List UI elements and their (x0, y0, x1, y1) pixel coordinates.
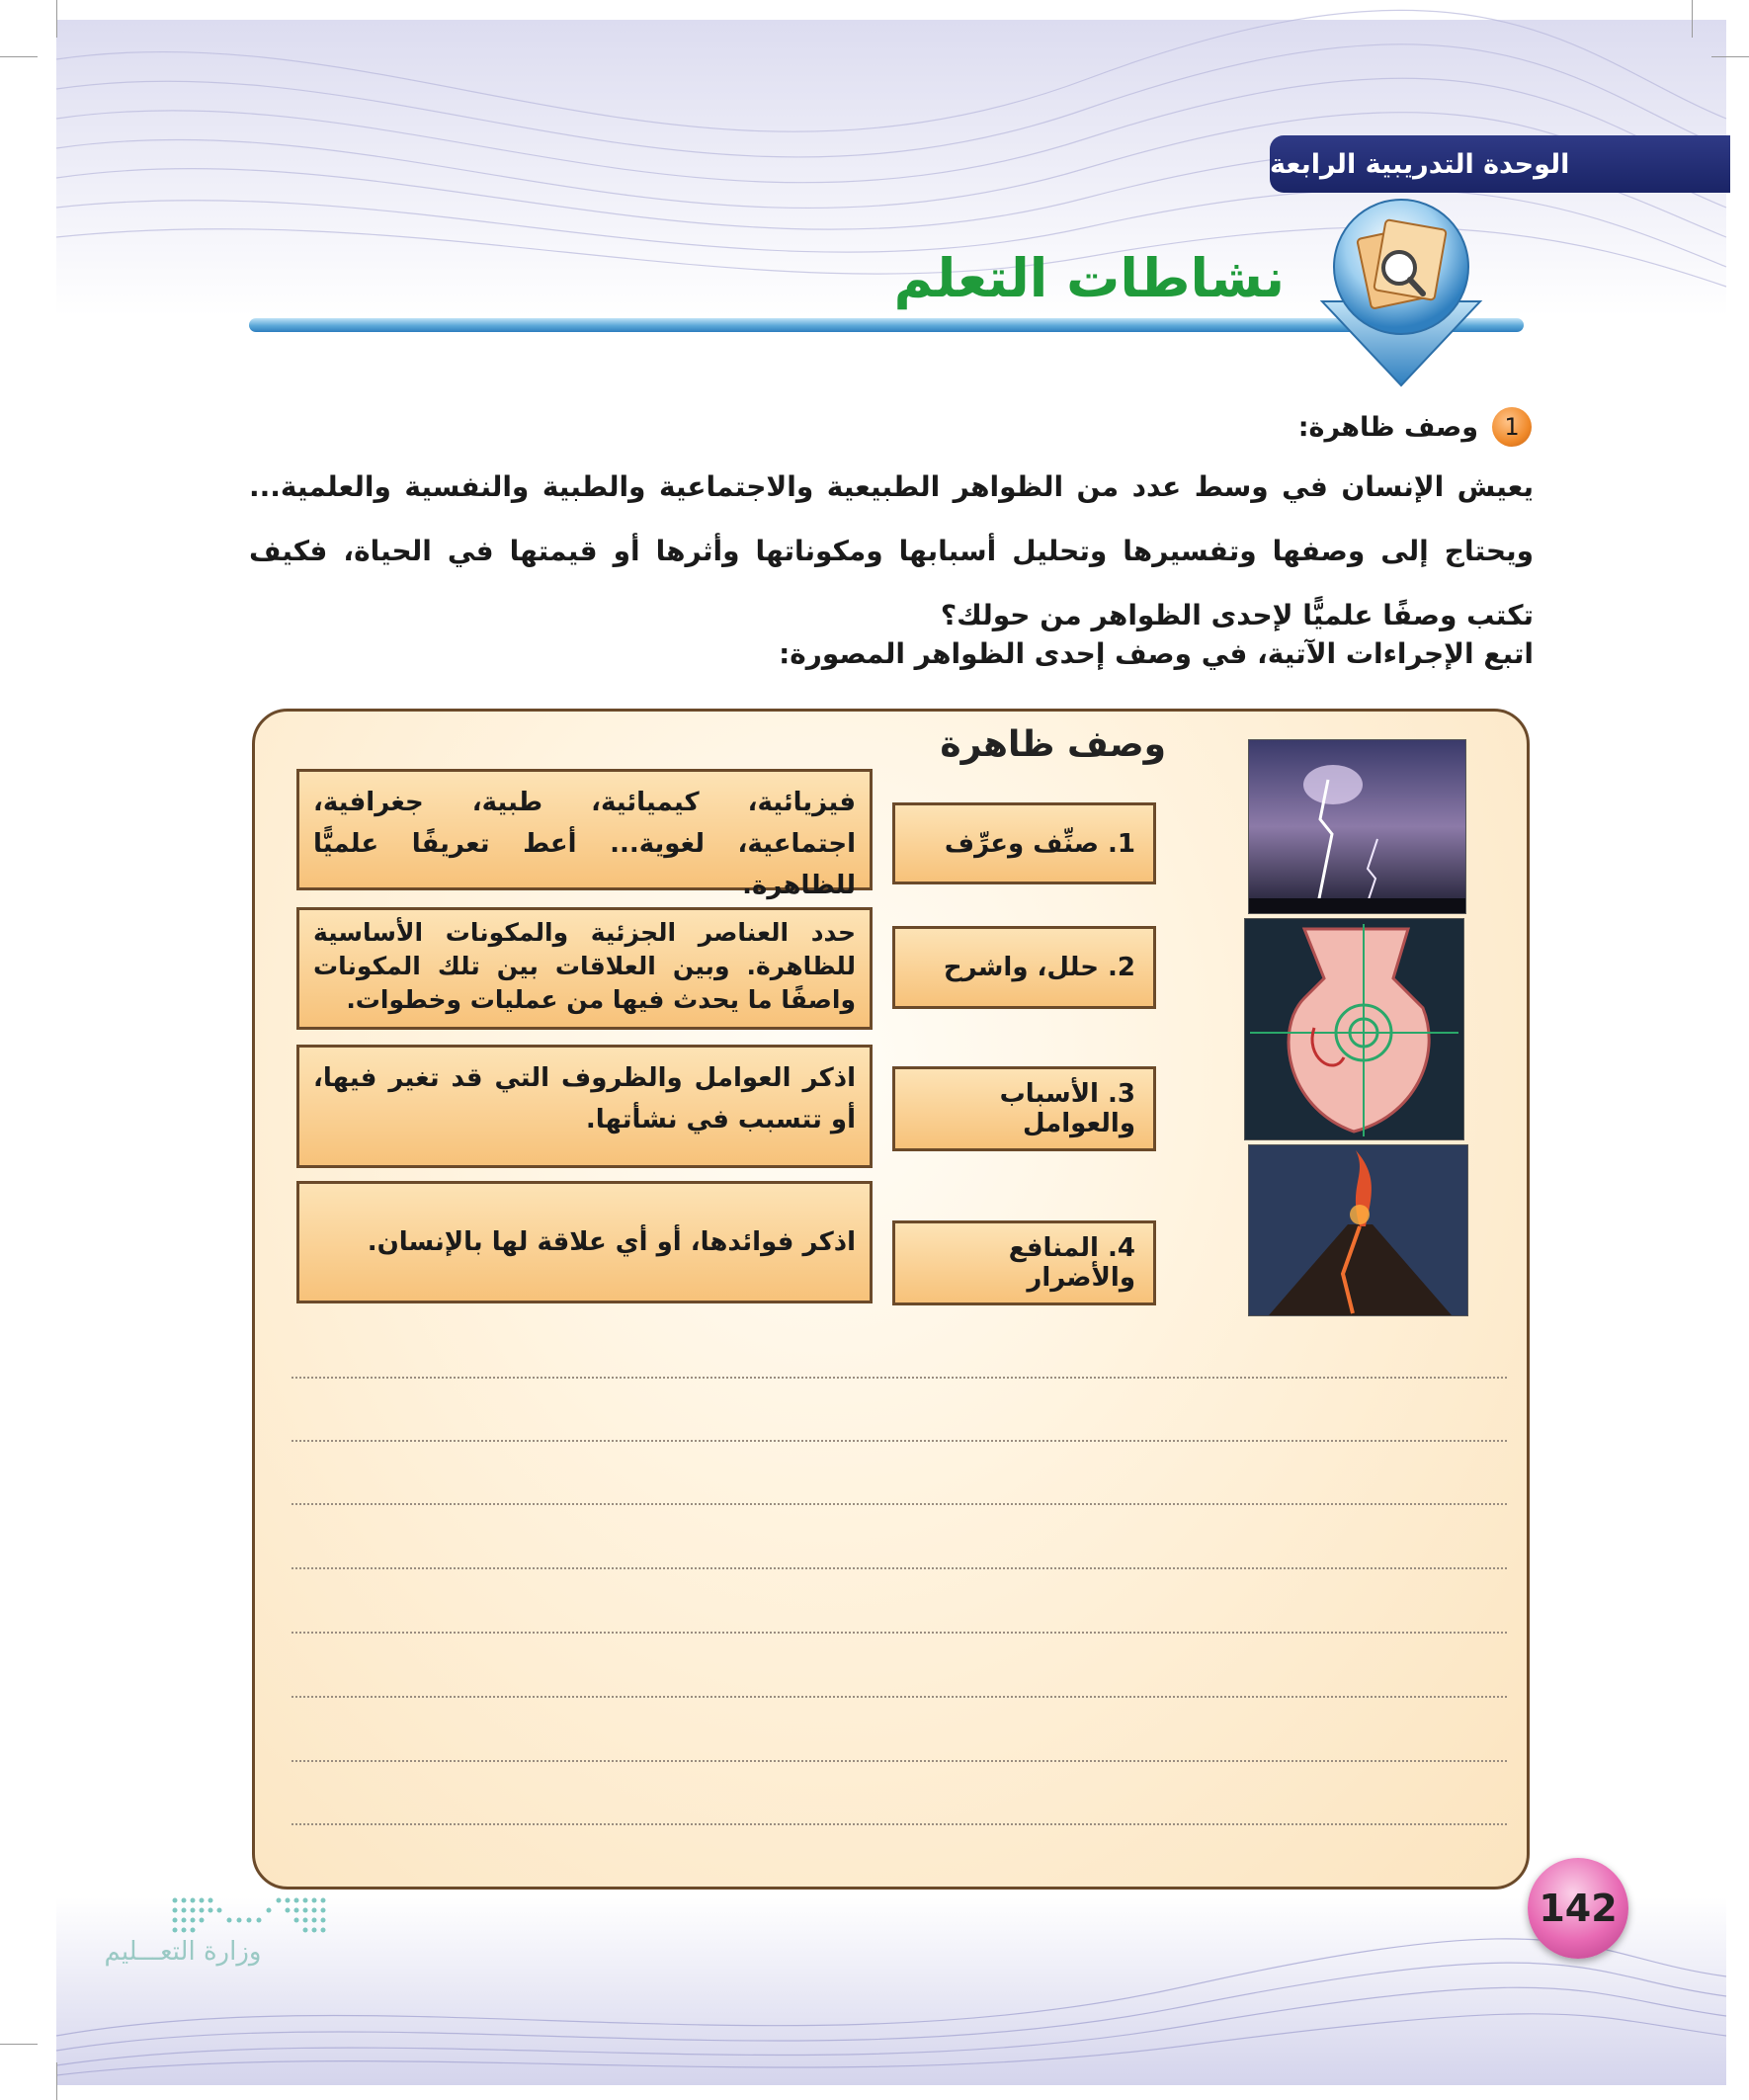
activity-paragraph: يعيش الإنسان في وسط عدد من الظواهر الطبيعية والاجتماعية والطبية والنفسية والعلمية... ويحتاج إلى وصفها وتفسيرها وتحليل أسبابها ومكوناتها وأثرها أو قيمتها في الحياة، فكيف تكتب وصفًا علميًّا لإحدى الظواهر من حولك؟ (249, 470, 1534, 631)
step-description-3: اذكر العوامل والظروف التي قد تغير فيها، أو تتسبب في نشأتها. (296, 1045, 873, 1168)
answer-line[interactable] (292, 1503, 1507, 1505)
answer-line[interactable] (292, 1823, 1507, 1825)
step-description-2: حدد العناصر الجزئية والمكونات الأساسية للظاهرة. وبين العلاقات بين تلك المكونات واصفًا ما يحدث فيها من عمليات وخطوات. (296, 907, 873, 1030)
answer-line[interactable] (292, 1760, 1507, 1762)
activity-heading-text: وصف ظاهرة: (1297, 411, 1478, 443)
step-label-3: 3. الأسباب والعوامل (892, 1066, 1156, 1151)
step-description-4: اذكر فوائدها، أو أي علاقة لها بالإنسان. (296, 1181, 873, 1303)
worksheet-title: وصف ظاهرة (940, 724, 1166, 765)
activity-number-badge: 1 (1492, 407, 1532, 447)
ministry-dots-logo (170, 1894, 328, 1936)
section-title: نشاطات التعلم (893, 247, 1285, 309)
step-description-1: فيزيائية، كيميائية، طبية، جغرافية، اجتماعية، لغوية... أعط تعريفًا علميًّا للظاهرة. (296, 769, 873, 890)
activity-instruction: اتبع الإجراءات الآتية، في وصف إحدى الظواهر المصورة: (779, 637, 1534, 670)
unit-label-tab: الوحدة التدريبية الرابعة (1270, 135, 1730, 193)
step-label-4: 4. المنافع والأضرار (892, 1220, 1156, 1305)
step-label-2: 2. حلل، واشرح (892, 926, 1156, 1009)
step-label-1: 1. صنِّف وعرِّف (892, 802, 1156, 884)
answer-line[interactable] (292, 1440, 1507, 1442)
magnifier-folder-icon (1302, 193, 1500, 390)
answer-line[interactable] (292, 1377, 1507, 1379)
answer-line[interactable] (292, 1696, 1507, 1698)
trim-mark (56, 2062, 57, 2100)
heart-photo (1244, 918, 1464, 1140)
trim-mark (0, 2044, 38, 2045)
answer-line[interactable] (292, 1632, 1507, 1634)
trim-mark (0, 56, 38, 57)
trim-mark (56, 0, 57, 38)
activity-heading (1298, 407, 1532, 447)
trim-mark (1692, 0, 1693, 38)
ministry-name: وزارة التعـــليم (104, 1937, 262, 1967)
lightning-photo (1248, 739, 1466, 914)
answer-line[interactable] (292, 1567, 1507, 1569)
trim-mark (1711, 56, 1749, 57)
page-number-badge: 142 (1528, 1858, 1628, 1959)
volcano-photo (1248, 1144, 1468, 1316)
